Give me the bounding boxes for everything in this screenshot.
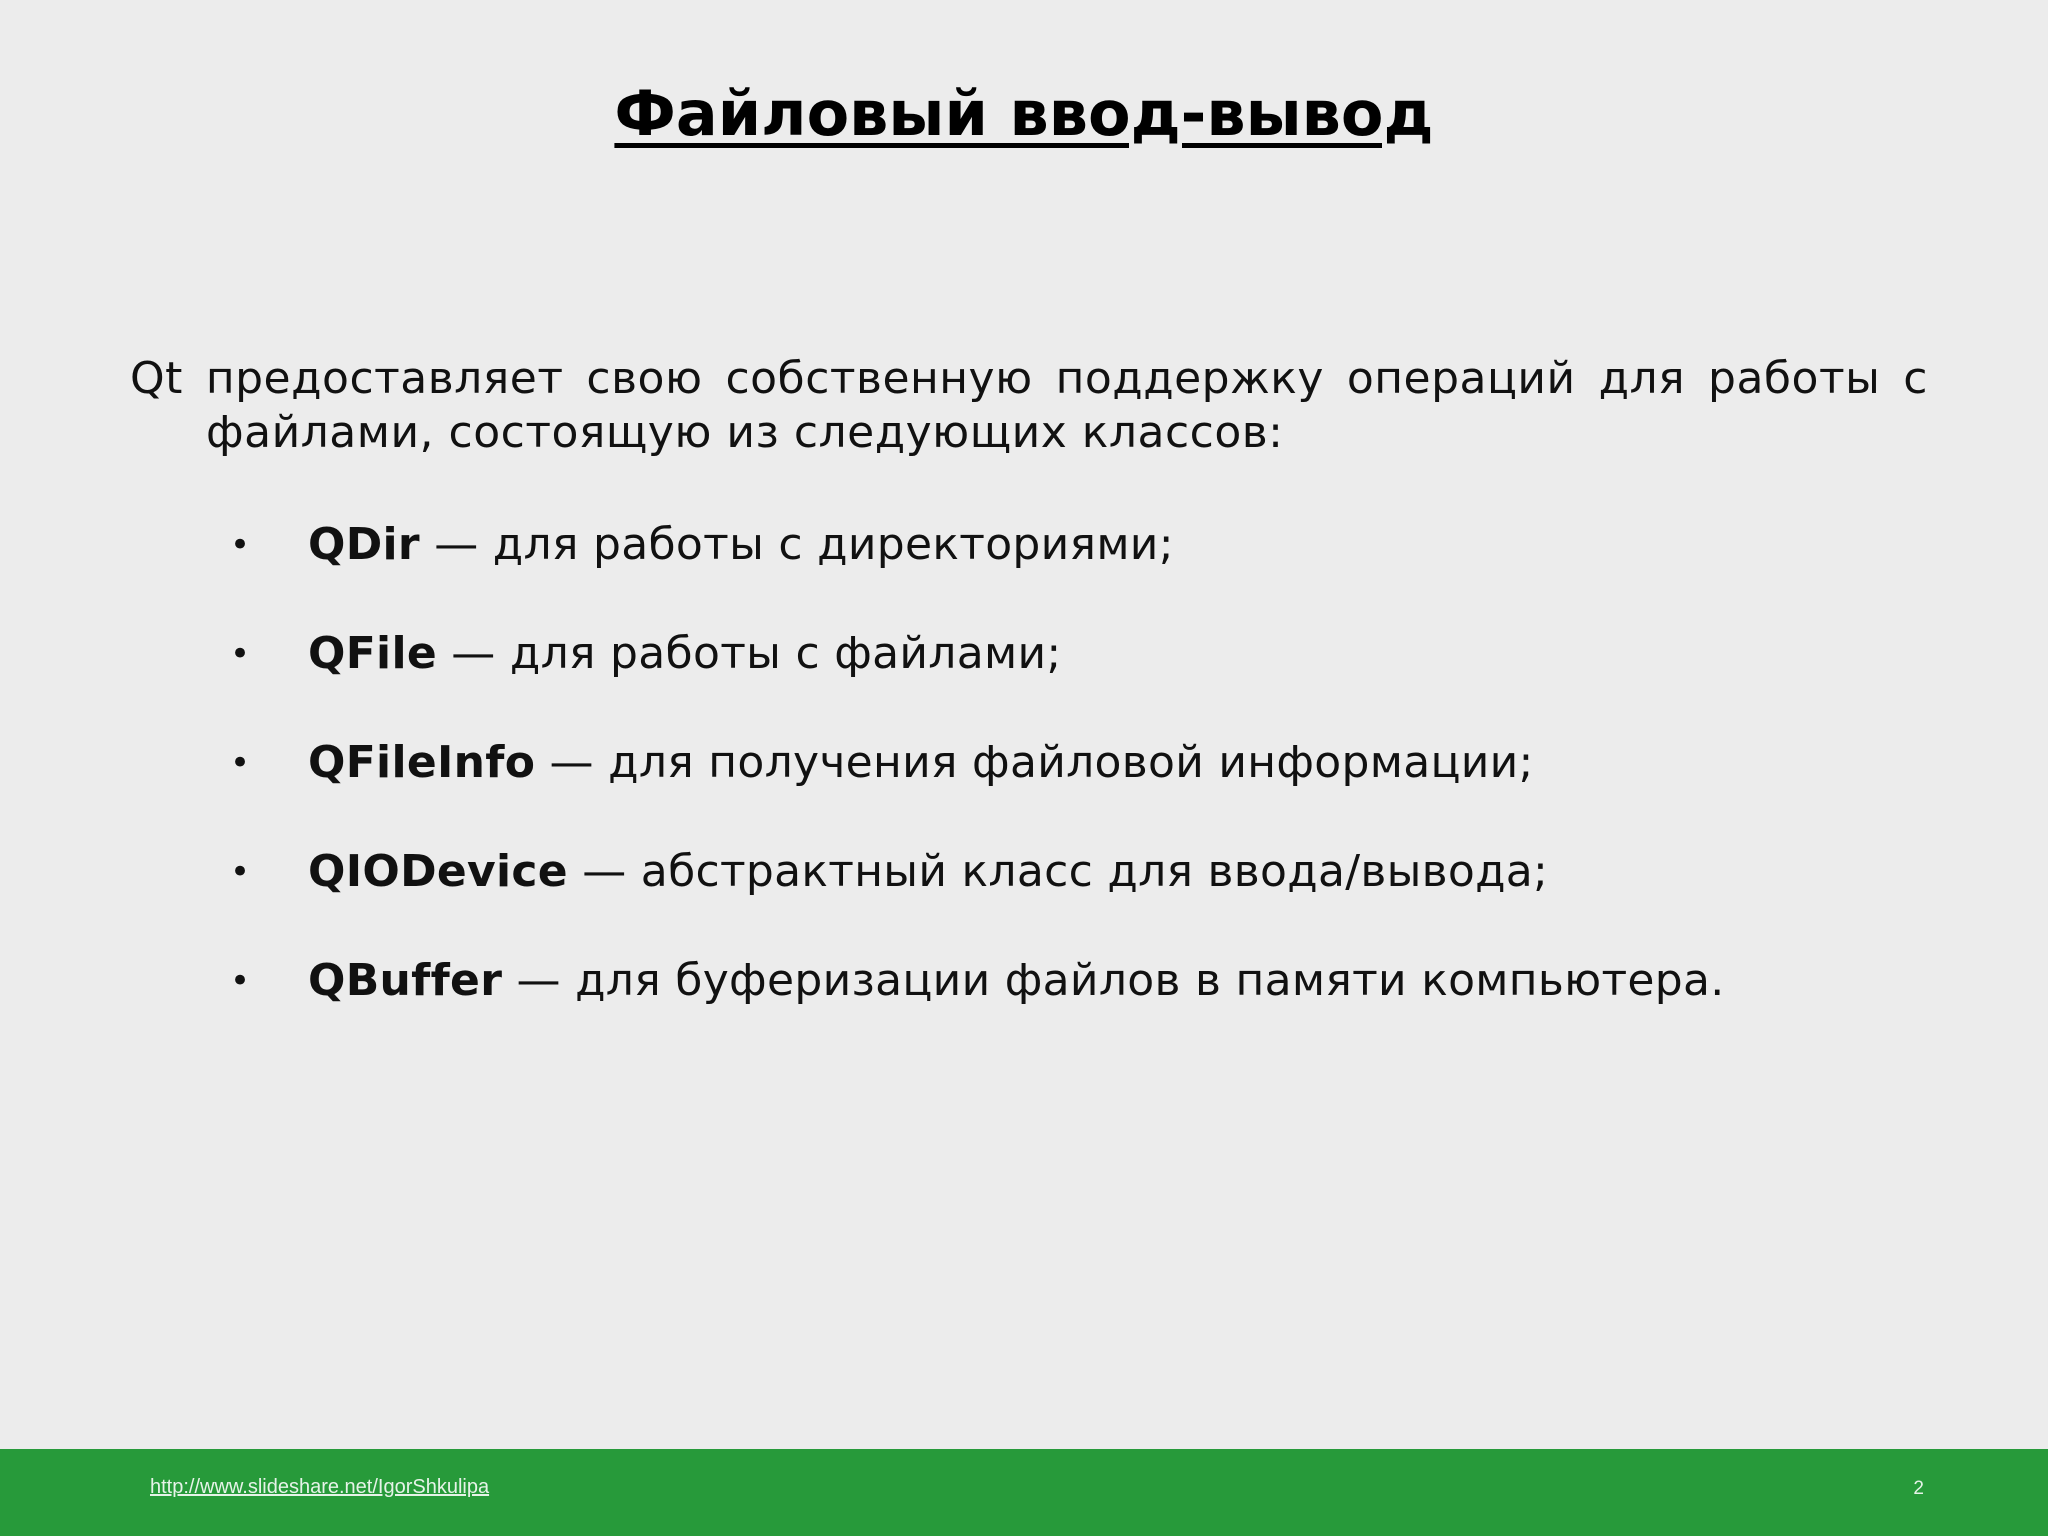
slide-title bbox=[0, 74, 2048, 154]
list-item bbox=[0, 837, 2048, 946]
list-item-text bbox=[308, 619, 1062, 689]
list-item-text bbox=[308, 728, 1534, 798]
class-name: QDir bbox=[308, 519, 420, 570]
list-item bbox=[0, 619, 2048, 728]
class-description: — для буферизации файлов в памяти компьютера. bbox=[502, 955, 1725, 1006]
list-item-text bbox=[308, 510, 1174, 580]
class-description: — для работы с директориями; bbox=[419, 519, 1174, 570]
class-name: QIODevice bbox=[308, 846, 568, 897]
bullet-icon: • bbox=[230, 525, 251, 565]
class-list bbox=[0, 510, 2048, 1055]
class-description: — абстрактный класс для ввода/вывода; bbox=[567, 846, 1549, 897]
bullet-icon: • bbox=[230, 961, 251, 1001]
class-name: QFile bbox=[308, 628, 437, 679]
page-number: 2 bbox=[1913, 1478, 1924, 1499]
list-item-text bbox=[308, 837, 1548, 907]
slide-title-text: Файловый ввод-вывод bbox=[614, 77, 1434, 150]
list-item bbox=[0, 510, 2048, 619]
bullet-icon: • bbox=[230, 634, 251, 674]
bullet-icon: • bbox=[230, 743, 251, 783]
footer-link[interactable]: http://www.slideshare.net/IgorShkulipa bbox=[150, 1476, 490, 1498]
footer-bar bbox=[0, 1449, 2048, 1536]
class-description: — для работы с файлами; bbox=[436, 628, 1062, 679]
bullet-icon: • bbox=[230, 852, 251, 892]
intro-paragraph: Qt предоставляет свою собственную поддержку операций для работы с файлами, состоящую из следующих классов: bbox=[130, 353, 1928, 458]
class-description: — для получения файловой информации; bbox=[535, 737, 1534, 788]
list-item bbox=[0, 728, 2048, 837]
list-item-text bbox=[308, 946, 1725, 1016]
class-name: QFileInfo bbox=[308, 737, 536, 788]
list-item bbox=[0, 946, 2048, 1055]
class-name: QBuffer bbox=[308, 955, 503, 1006]
